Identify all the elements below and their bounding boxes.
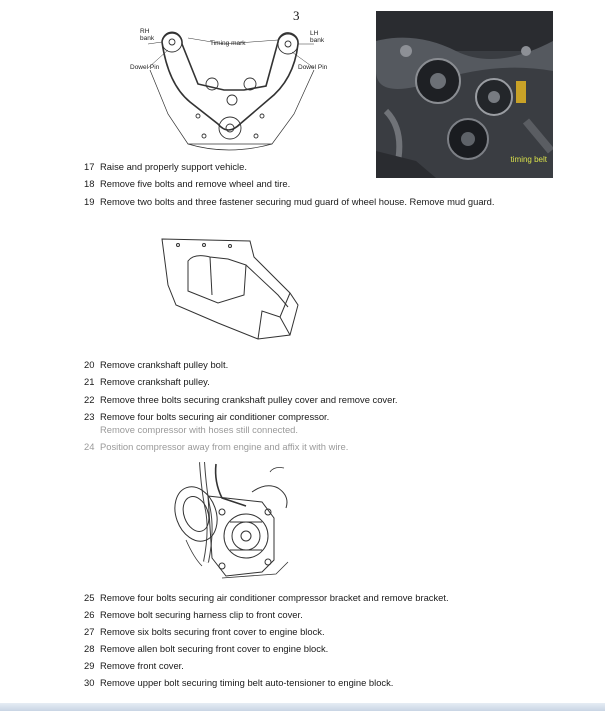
label-dowel-pin-left: Dowel Pin xyxy=(130,64,160,71)
step-24 xyxy=(84,441,348,453)
step-text: Remove five bolts and remove wheel and tire. xyxy=(100,178,291,189)
step-number: 26 xyxy=(84,609,95,620)
photo-watermark: timing belt xyxy=(510,155,547,164)
ac-compressor-diagram xyxy=(166,462,296,586)
step-text: Remove crankshaft pulley. xyxy=(100,376,210,387)
engine-bay-photo xyxy=(376,11,553,178)
step-number: 28 xyxy=(84,643,95,654)
step-30 xyxy=(84,677,393,689)
step-text: Remove four bolts securing air conditioner compressor bracket and remove bracket. xyxy=(100,592,449,603)
step-28 xyxy=(84,643,328,655)
step-number: 25 xyxy=(84,592,95,603)
step-number: 27 xyxy=(84,626,95,637)
step-23 xyxy=(84,411,329,423)
label-lh-bank: LH bank xyxy=(310,30,325,44)
step-26 xyxy=(84,609,303,621)
label-timing-mark: Timing mark xyxy=(210,40,246,47)
step-number: 22 xyxy=(84,394,95,405)
step-text: Remove four bolts securing air conditioner compressor. xyxy=(100,411,330,422)
viewer-bottom-bar xyxy=(0,703,605,711)
step-text: Remove two bolts and three fastener securing mud guard of wheel house. Remove mud guard. xyxy=(100,196,495,207)
step-number: 23 xyxy=(84,411,95,422)
step-number: 24 xyxy=(84,441,95,452)
step-19 xyxy=(84,196,500,208)
step-number: 30 xyxy=(84,677,95,688)
step-number: 18 xyxy=(84,178,95,189)
page-number: 3 xyxy=(293,8,300,23)
step-number: 21 xyxy=(84,376,95,387)
step-text: Remove upper bolt securing timing belt auto-tensioner to engine block. xyxy=(100,677,394,688)
step-20 xyxy=(84,359,228,371)
label-rh-bank: RH bank xyxy=(140,28,155,42)
step-27 xyxy=(84,626,325,638)
step-text: Remove allen bolt securing front cover to engine block. xyxy=(100,643,329,654)
step-17 xyxy=(84,161,247,173)
step-text: Raise and properly support vehicle. xyxy=(100,161,247,172)
step-text: Position compressor away from engine and affix it with wire. xyxy=(100,441,349,452)
step-21 xyxy=(84,376,210,388)
step-number: 20 xyxy=(84,359,95,370)
step-23-continuation: Remove compressor with hoses still connected. xyxy=(100,424,299,435)
step-number: 29 xyxy=(84,660,95,671)
step-text: Remove three bolts securing crankshaft pulley cover and remove cover. xyxy=(100,394,398,405)
step-text: Remove front cover. xyxy=(100,660,184,671)
step-number: 17 xyxy=(84,161,95,172)
step-29 xyxy=(84,660,184,672)
step-18 xyxy=(84,178,290,190)
step-22 xyxy=(84,394,398,406)
timing-belt-diagram xyxy=(128,24,343,156)
step-text: Remove six bolts securing front cover to engine block. xyxy=(100,626,325,637)
mud-guard-diagram xyxy=(158,235,303,345)
step-text: Remove crankshaft pulley bolt. xyxy=(100,359,229,370)
label-dowel-pin-right: Dowel Pin xyxy=(298,64,328,71)
step-number: 19 xyxy=(84,196,95,207)
step-text: Remove bolt securing harness clip to front cover. xyxy=(100,609,303,620)
step-25 xyxy=(84,592,449,604)
